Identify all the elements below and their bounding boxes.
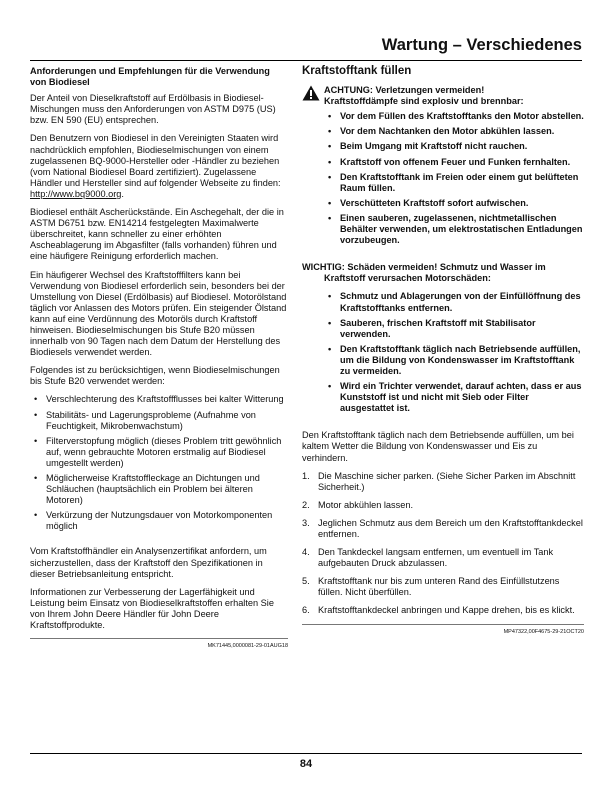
list-item: • Vor dem Nachtanken den Motor abkühlen lassen.	[324, 126, 584, 137]
right-column	[302, 66, 584, 638]
list-item: • Beim Umgang mit Kraftstoff nicht rauchen.	[324, 141, 584, 152]
list-item: • Den Kraftstofftank täglich nach Betriebsende auffüllen, um die Bildung von Kondenswasser im Kraftstofftank zu vermeiden.	[324, 344, 584, 377]
list-item: • Verschlechterung des Kraftstoffflusses bei kalter Witterung	[30, 394, 288, 405]
list-item: • Möglicherweise Kraftstoffleckage an Dichtungen und Schläuchen (hauptsächlich ein Problem bei älteren Motoren)	[30, 473, 288, 506]
paragraph: Vom Kraftstoffhändler ein Analysenzertifikat anfordern, um sicherzustellen, dass der Kraftstoff den Spezifikationen in dieser Betriebsanleitung entspricht.	[30, 546, 267, 579]
paragraph	[30, 133, 288, 200]
important-notice: WICHTIG: Schäden vermeiden! Schmutz und Wasser im Kraftstoff verursachen Motorschäden:	[302, 262, 546, 284]
step-item	[302, 576, 584, 598]
caution-block	[302, 85, 584, 107]
biodiesel-bullet-list	[30, 394, 288, 532]
step-number: 2.	[302, 499, 310, 510]
step-item	[302, 518, 584, 540]
bq9000-link[interactable]: http://www.bq9000.org	[30, 188, 122, 199]
section-heading-fuel-tank: Kraftstofftank füllen	[302, 65, 412, 77]
paragraph-end: .	[121, 188, 124, 199]
paragraph-text: Den Benutzern von Biodiesel in den Vereinigten Staaten wird nachdrücklich empfohlen, Biodieselmischungen von einem zugelassenen BQ-9000-Hersteller oder -Händler zu beziehen (vom National Biodiesel Board zertifiziert). Zugelassene Händler und Hersteller sind auf folgender Webseite zu finden:	[30, 133, 281, 188]
caution-bullet-list	[302, 111, 584, 246]
paragraph: Der Anteil von Dieselkraftstoff auf Erdölbasis in Biodiesel-Mischungen muss den Anforderungen von ASTM D975 (US) bzw. EN 590 (EU) entsprechen.	[30, 93, 276, 126]
reference-code: MK71445,0000081-29-01AUG18	[30, 638, 288, 652]
paragraph: Folgendes ist zu berücksichtigen, wenn Biodieselmischungen bis Stufe B20 verwendet werden:	[30, 365, 280, 387]
important-bullet-list	[302, 291, 584, 414]
page-number: 84	[299, 758, 313, 770]
bottom-rule	[30, 753, 582, 754]
step-text: Den Tankdeckel langsam entfernen, um eventuell im Tank aufgebauten Druck abzulassen.	[318, 547, 554, 569]
list-item: • Schmutz und Ablagerungen von der Einfüllöffnung des Kraftstofftanks entfernen.	[324, 291, 584, 313]
list-item: • Stabilitäts- und Lagerungsprobleme (Aufnahme von Feuchtigkeit, Mikrobenwachstum)	[30, 410, 288, 432]
list-item: • Vor dem Füllen des Kraftstofftanks den Motor abstellen.	[324, 111, 584, 122]
step-number: 1.	[302, 470, 310, 481]
list-item: • Wird ein Trichter verwendet, darauf achten, dass er aus Kunststoff ist und nicht mit Sieb oder Filter ausgestattet ist.	[324, 381, 584, 414]
step-item	[302, 471, 584, 493]
section-heading-biodiesel: Anforderungen und Empfehlungen für die Verwendung von Biodiesel	[30, 66, 270, 88]
list-item: • Verkürzung der Nutzungsdauer von Motorkomponenten möglich	[30, 510, 288, 532]
list-item: • Einen sauberen, zugelassenen, nichtmetallischen Behälter verwenden, um elektrostatischen Entladungen vorzubeugen.	[324, 213, 584, 246]
procedure-steps	[302, 471, 584, 617]
page-title: Wartung – Verschiedenes	[381, 36, 582, 54]
reference-code: MP47322,00F4675-29-21OCT20	[302, 624, 584, 638]
caution-subtitle: Kraftstoffdämpfe sind explosiv und brennbar:	[324, 96, 524, 107]
step-number: 3.	[302, 517, 310, 528]
list-item: • Sauberen, frischen Kraftstoff mit Stabilisator verwenden.	[324, 318, 584, 340]
list-item: • Den Kraftstofftank im Freien oder einem gut belüfteten Raum füllen.	[324, 172, 584, 194]
caution-text	[324, 85, 524, 107]
caution-title: ACHTUNG: Verletzungen vermeiden!	[324, 85, 485, 96]
step-text: Motor abkühlen lassen.	[318, 499, 413, 510]
step-item	[302, 605, 584, 616]
step-number: 5.	[302, 576, 310, 587]
step-number: 4.	[302, 547, 310, 558]
list-item: • Verschütteten Kraftstoff sofort aufwischen.	[324, 198, 584, 209]
paragraph: Ein häufigerer Wechsel des Kraftstofffilters kann bei Verwendung von Biodiesel erforderlich sein, besonders bei der Umstellung von Diesel (Erdölbasis) auf Biodiesel. Motorölstand täglich vor Anlassen des Motors prüfen. Ein steigender Ölstand kann auf eine Verdünnung des Motoröls durch Kraftstoff hinweisen. Biodieselmischungen bis Stufe B20 müssen innerhalb von 90 Tagen nach dem Datum der Herstellung des Biodiesels verwendet werden.	[30, 269, 287, 358]
paragraph: Den Kraftstofftank täglich nach dem Betriebsende auffüllen, um bei kaltem Wetter die Bildung von Kondenswasser und Eis zu verhindern.	[302, 430, 574, 463]
step-text: Kraftstofftank nur bis zum unteren Rand des Einfüllstutzens füllen. Nicht überfüllen.	[318, 576, 560, 598]
step-text: Die Maschine sicher parken. (Siehe Sicher Parken im Abschnitt Sicherheit.)	[318, 470, 576, 492]
step-item	[302, 547, 584, 569]
step-text: Jeglichen Schmutz aus dem Bereich um den Kraftstofftankdeckel entfernen.	[318, 517, 583, 539]
step-item	[302, 500, 584, 511]
list-item: • Filterverstopfung möglich (dieses Problem tritt gewöhnlich auf, wenn gebrauchte Motoren erstmalig auf Biodiesel umgestellt werden)	[30, 436, 288, 469]
step-text: Kraftstofftankdeckel anbringen und Kappe drehen, bis es klickt.	[318, 605, 575, 616]
warning-triangle-icon	[302, 85, 320, 101]
left-column	[30, 66, 288, 652]
top-rule	[30, 60, 582, 61]
list-item: • Kraftstoff von offenem Feuer und Funken fernhalten.	[324, 157, 584, 168]
paragraph: Informationen zur Verbesserung der Lagerfähigkeit und Leistung beim Einsatz von Biodieselkraftstoffen erhalten Sie von Ihrem John Deere Händler für John Deere Kraftstoffprodukte.	[30, 586, 274, 631]
step-number: 6.	[302, 605, 310, 616]
paragraph: Biodiesel enthält Ascherückstände. Ein Aschegehalt, der die in ASTM D6751 bzw. EN14214 festgelegten Maximalwerte überschreitet, kann schneller zu einer erhöhten Ascheablagerung im Abgasfilter (falls vorhanden) führen und eine häufigere Reinigung erforderlich machen.	[30, 207, 284, 262]
